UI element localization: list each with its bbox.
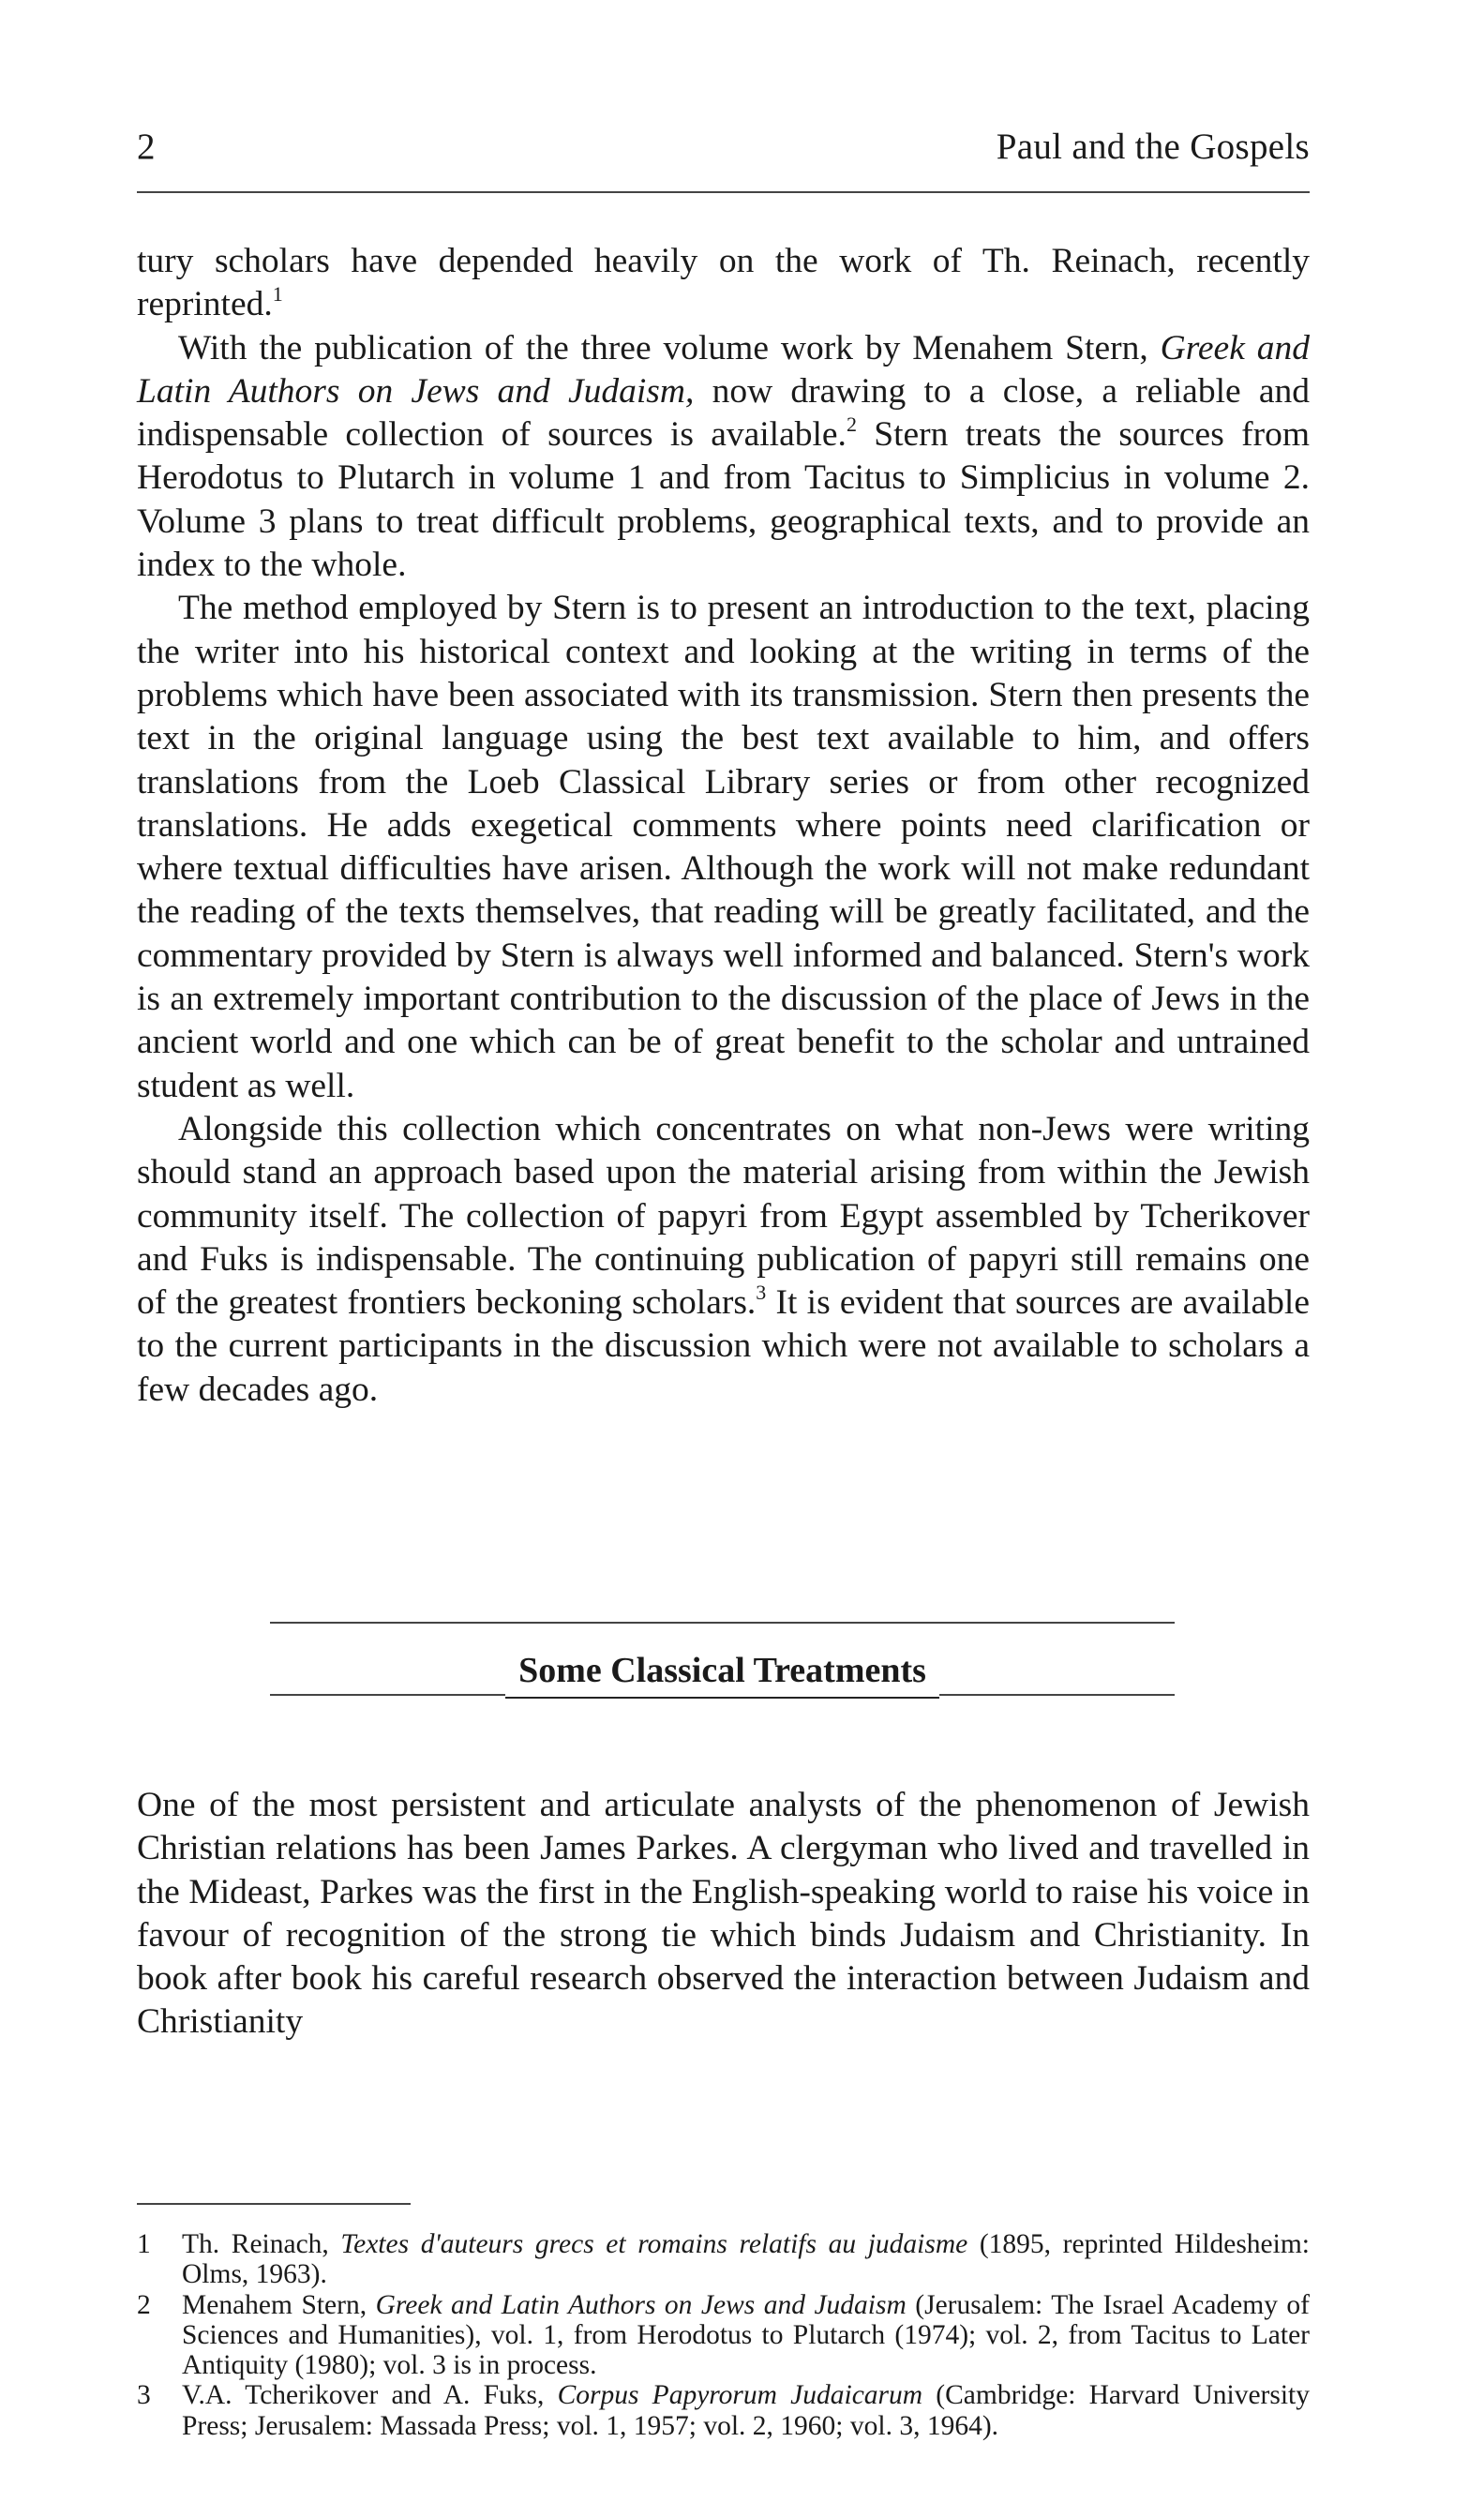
page-number: 2 — [137, 127, 156, 167]
footnote-2: 2 Menahem Stern, Greek and Latin Authors on Jews and Judaism (Jerusalem: The Israel Academy of Sciences and Humanities), vol. 1, from Herodotus to Plutarch (1974); vol. 2, from Tacitus to Later Antiquity (1980); vol. 3 is in process. — [137, 2289, 1311, 2381]
paragraph-1: tury scholars have depended heavily on the work of Th. Reinach, recently reprinted.$^1$ — [137, 242, 1310, 324]
section-paragraph-1: One of the most persistent and articulate analysts of the phenomenon of Jewish Christian relations has been James Parkes. A clergyman who lived and travelled in the Mideast, Parkes was the first in the English-speaking world to raise his voice in favour of recognition of the strong tie which binds Judaism and Christianity. In book after book his careful research observed the interaction between Judaism and Christianity — [137, 1786, 1310, 2042]
header-rule — [137, 191, 1310, 193]
footnote-number: 3 — [137, 2380, 151, 2411]
section-rule-top — [270, 1622, 1175, 1624]
footnotes — [137, 2229, 1310, 2441]
footnote-ref-2[interactable]: 2 — [846, 412, 857, 437]
section-text — [137, 1784, 1310, 2045]
book-title: Greek and Latin Authors on Jews and Judaism, — [137, 328, 1311, 411]
paragraph-2: With the publication of the three volume work by Menahem Stern, Greek and Latin Authors on Jews and Judaism, now drawing to a close, a reliable and indispensable collection of sources is available.$^2$ Stern treats the sources from Herodotus to Plutarch in volume 1 and from Tacitus to Simplicius in volume 2. Volume 3 plans to treat difficult problems, geographical texts, and to provide an index to the whole. — [137, 328, 1311, 585]
running-head — [137, 126, 1310, 168]
paragraph-3: The method employed by Stern is to present an introduction to the text, placing the writer into his historical context and looking at the writing in terms of the problems which have been associated with its transmission. Stern then presents the text in the original language using the best text available to him, and offers translations from the Loeb Classical Library series or from other recognized translations. He adds exegetical comments where points need clarification or where textual difficulties have arisen. Although the work will not make redundant the reading of the texts themselves, that reading will be greatly facilitated, and the commentary provided by Stern is always well informed and balanced. Stern's work is an extremely important contribution to the discussion of the place of Jews in the ancient world and one which can be of great benefit to the scholar and untrained student as well. — [137, 589, 1310, 1105]
footnote-ref-3[interactable]: 3 — [756, 1281, 767, 1305]
main-text — [137, 240, 1310, 1412]
footnote-number: 1 — [137, 2229, 151, 2259]
footnote-3: 3 V.A. Tcherikover and A. Fuks, Corpus Papyrorum Judaicarum (Cambridge: Harvard University Press; Jerusalem: Massada Press; vol. 1, 1957; vol. 2, 1960; vol. 3, 1964). — [137, 2380, 1311, 2441]
footnote-rule — [137, 2203, 411, 2205]
section-rule-left — [270, 1694, 505, 1696]
section-title: Some Classical Treatments — [505, 1650, 939, 1699]
footnote-1: 1 Th. Reinach, Textes d'auteurs grecs et romains relatifs au judaisme (1895, reprinted Hildesheim: Olms, 1963). — [137, 2229, 1310, 2290]
paragraph-4: Alongside this collection which concentrates on what non-Jews were writing should stand an approach based upon the material arising from within the Jewish community itself. The collection of papyri from Egypt assembled by Tcherikover and Fuks is indispensable. The continuing publication of papyri still remains one of the greatest frontiers beckoning scholars.$^3$ It is evident that sources are available to the current participants in the discussion which were not available to scholars a few decades ago. — [137, 1109, 1310, 1409]
section-heading — [270, 1622, 1175, 1727]
running-title: Paul and the Gospels — [996, 127, 1310, 167]
footnote-ref-1[interactable]: 1 — [272, 282, 283, 307]
section-rule-right — [939, 1694, 1175, 1696]
footnote-number: 2 — [137, 2289, 151, 2320]
